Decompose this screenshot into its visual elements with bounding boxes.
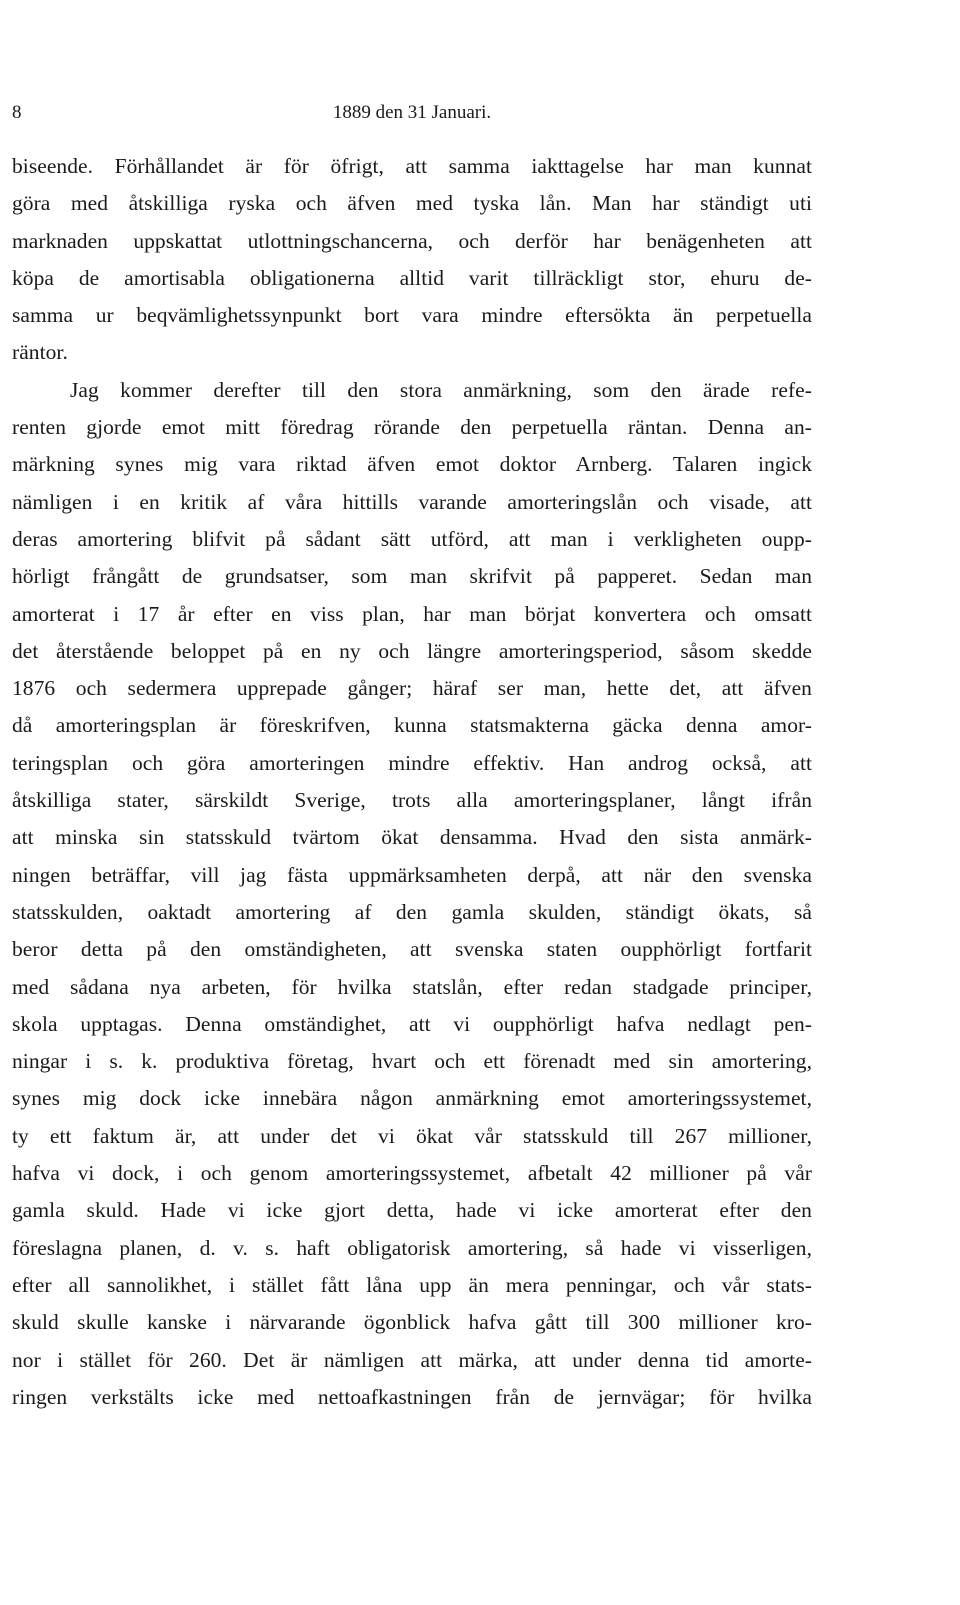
text-line: marknaden uppskattat utlottningschancerna, och derför har benägenheten att [12, 228, 812, 253]
text-line: skola upptagas. Denna omständighet, att vi oupphörligt hafva nedlagt pen- [12, 1011, 812, 1036]
text-line: göra med åtskilliga ryska och äfven med tyska lån. Man har ständigt uti [12, 191, 812, 216]
text-line: teringsplan och göra amorteringen mindre effektiv. Han androg också, att [12, 750, 812, 775]
text-line: skuld skulle kanske i närvarande ögonblick hafva gått till 300 millioner kro- [12, 1310, 812, 1335]
text-line: köpa de amortisabla obligationerna alltid varit tillräckligt stor, ehuru de- [12, 265, 812, 290]
text-line: synes mig dock icke innebära någon anmärkning emot amorteringssystemet, [12, 1086, 812, 1111]
text-line: nor i stället för 260. Det är nämligen att märka, att under denna tid amorte- [12, 1347, 812, 1372]
text-line: statsskulden, oaktadt amortering af den gamla skulden, ständigt ökats, så [12, 899, 812, 924]
text-line: gamla skuld. Hade vi icke gjort detta, hade vi icke amorterat efter den [12, 1198, 812, 1223]
text-line: ringen verkstälts icke med nettoafkastningen från de jernvägar; för hvilka [12, 1384, 812, 1409]
text-line: att minska sin statsskuld tvärtom ökat densamma. Hvad den sista anmärk- [12, 825, 812, 850]
text-line: med sådana nya arbeten, för hvilka statslån, efter redan stadgade principer, [12, 974, 812, 999]
text-line: samma ur beqvämlighetssynpunkt bort vara mindre eftersökta än perpetuella [12, 303, 812, 328]
text-line: nämligen i en kritik af våra hittills varande amorteringslån och visade, att [12, 489, 812, 514]
text-line: märkning synes mig vara riktad äfven emot doktor Arnberg. Talaren ingick [12, 452, 812, 477]
text-line: beror detta på den omständigheten, att svenska staten oupphörligt fortfarit [12, 937, 812, 962]
text-line: det återstående beloppet på en ny och längre amorteringsperiod, såsom skedde [12, 638, 812, 663]
text-line: hafva vi dock, i och genom amorteringssystemet, afbetalt 42 millioner på vår [12, 1161, 812, 1186]
text-line: amorterat i 17 år efter en viss plan, har man börjat konvertera och omsatt [12, 601, 812, 626]
text-line: renten gjorde emot mitt föredrag rörande den perpetuella räntan. Denna an- [12, 415, 812, 440]
page-header [12, 102, 812, 132]
body-text [12, 148, 812, 1416]
text-line: deras amortering blifvit på sådant sätt utförd, att man i verkligheten oupp- [12, 526, 812, 551]
text-line: hörligt frångått de grundsatser, som man skrifvit på papperet. Sedan man [12, 564, 812, 589]
text-line: räntor. [12, 340, 68, 365]
running-head: 1889 den 31 Januari. [332, 102, 492, 123]
text-line: åtskilliga stater, särskildt Sverige, trots alla amorteringsplaner, långt ifrån [12, 788, 812, 813]
text-line: föreslagna planen, d. v. s. haft obligatorisk amortering, så hade vi visserligen, [12, 1235, 812, 1260]
text-line: då amorteringsplan är föreskrifven, kunna statsmakterna gäcka denna amor- [12, 713, 812, 738]
text-line: biseende. Förhållandet är för öfrigt, att samma iakttagelse har man kunnat [12, 154, 812, 178]
paragraph-first-line: Jag kommer derefter till den stora anmärkning, som den ärade refe- [70, 377, 812, 402]
text-line: ningen beträffar, vill jag fästa uppmärksamheten derpå, att när den svenska [12, 862, 812, 887]
text-line: ningar i s. k. produktiva företag, hvart och ett förenadt med sin amortering, [12, 1049, 812, 1074]
text-line: ty ett faktum är, att under det vi ökat vår statsskuld till 267 millioner, [12, 1123, 812, 1148]
text-line: 1876 och sedermera upprepade gånger; häraf ser man, hette det, att äfven [12, 676, 812, 701]
text-line: efter all sannolikhet, i stället fått låna upp än mera penningar, och vår stats- [12, 1272, 812, 1297]
page-number: 8 [12, 102, 22, 123]
